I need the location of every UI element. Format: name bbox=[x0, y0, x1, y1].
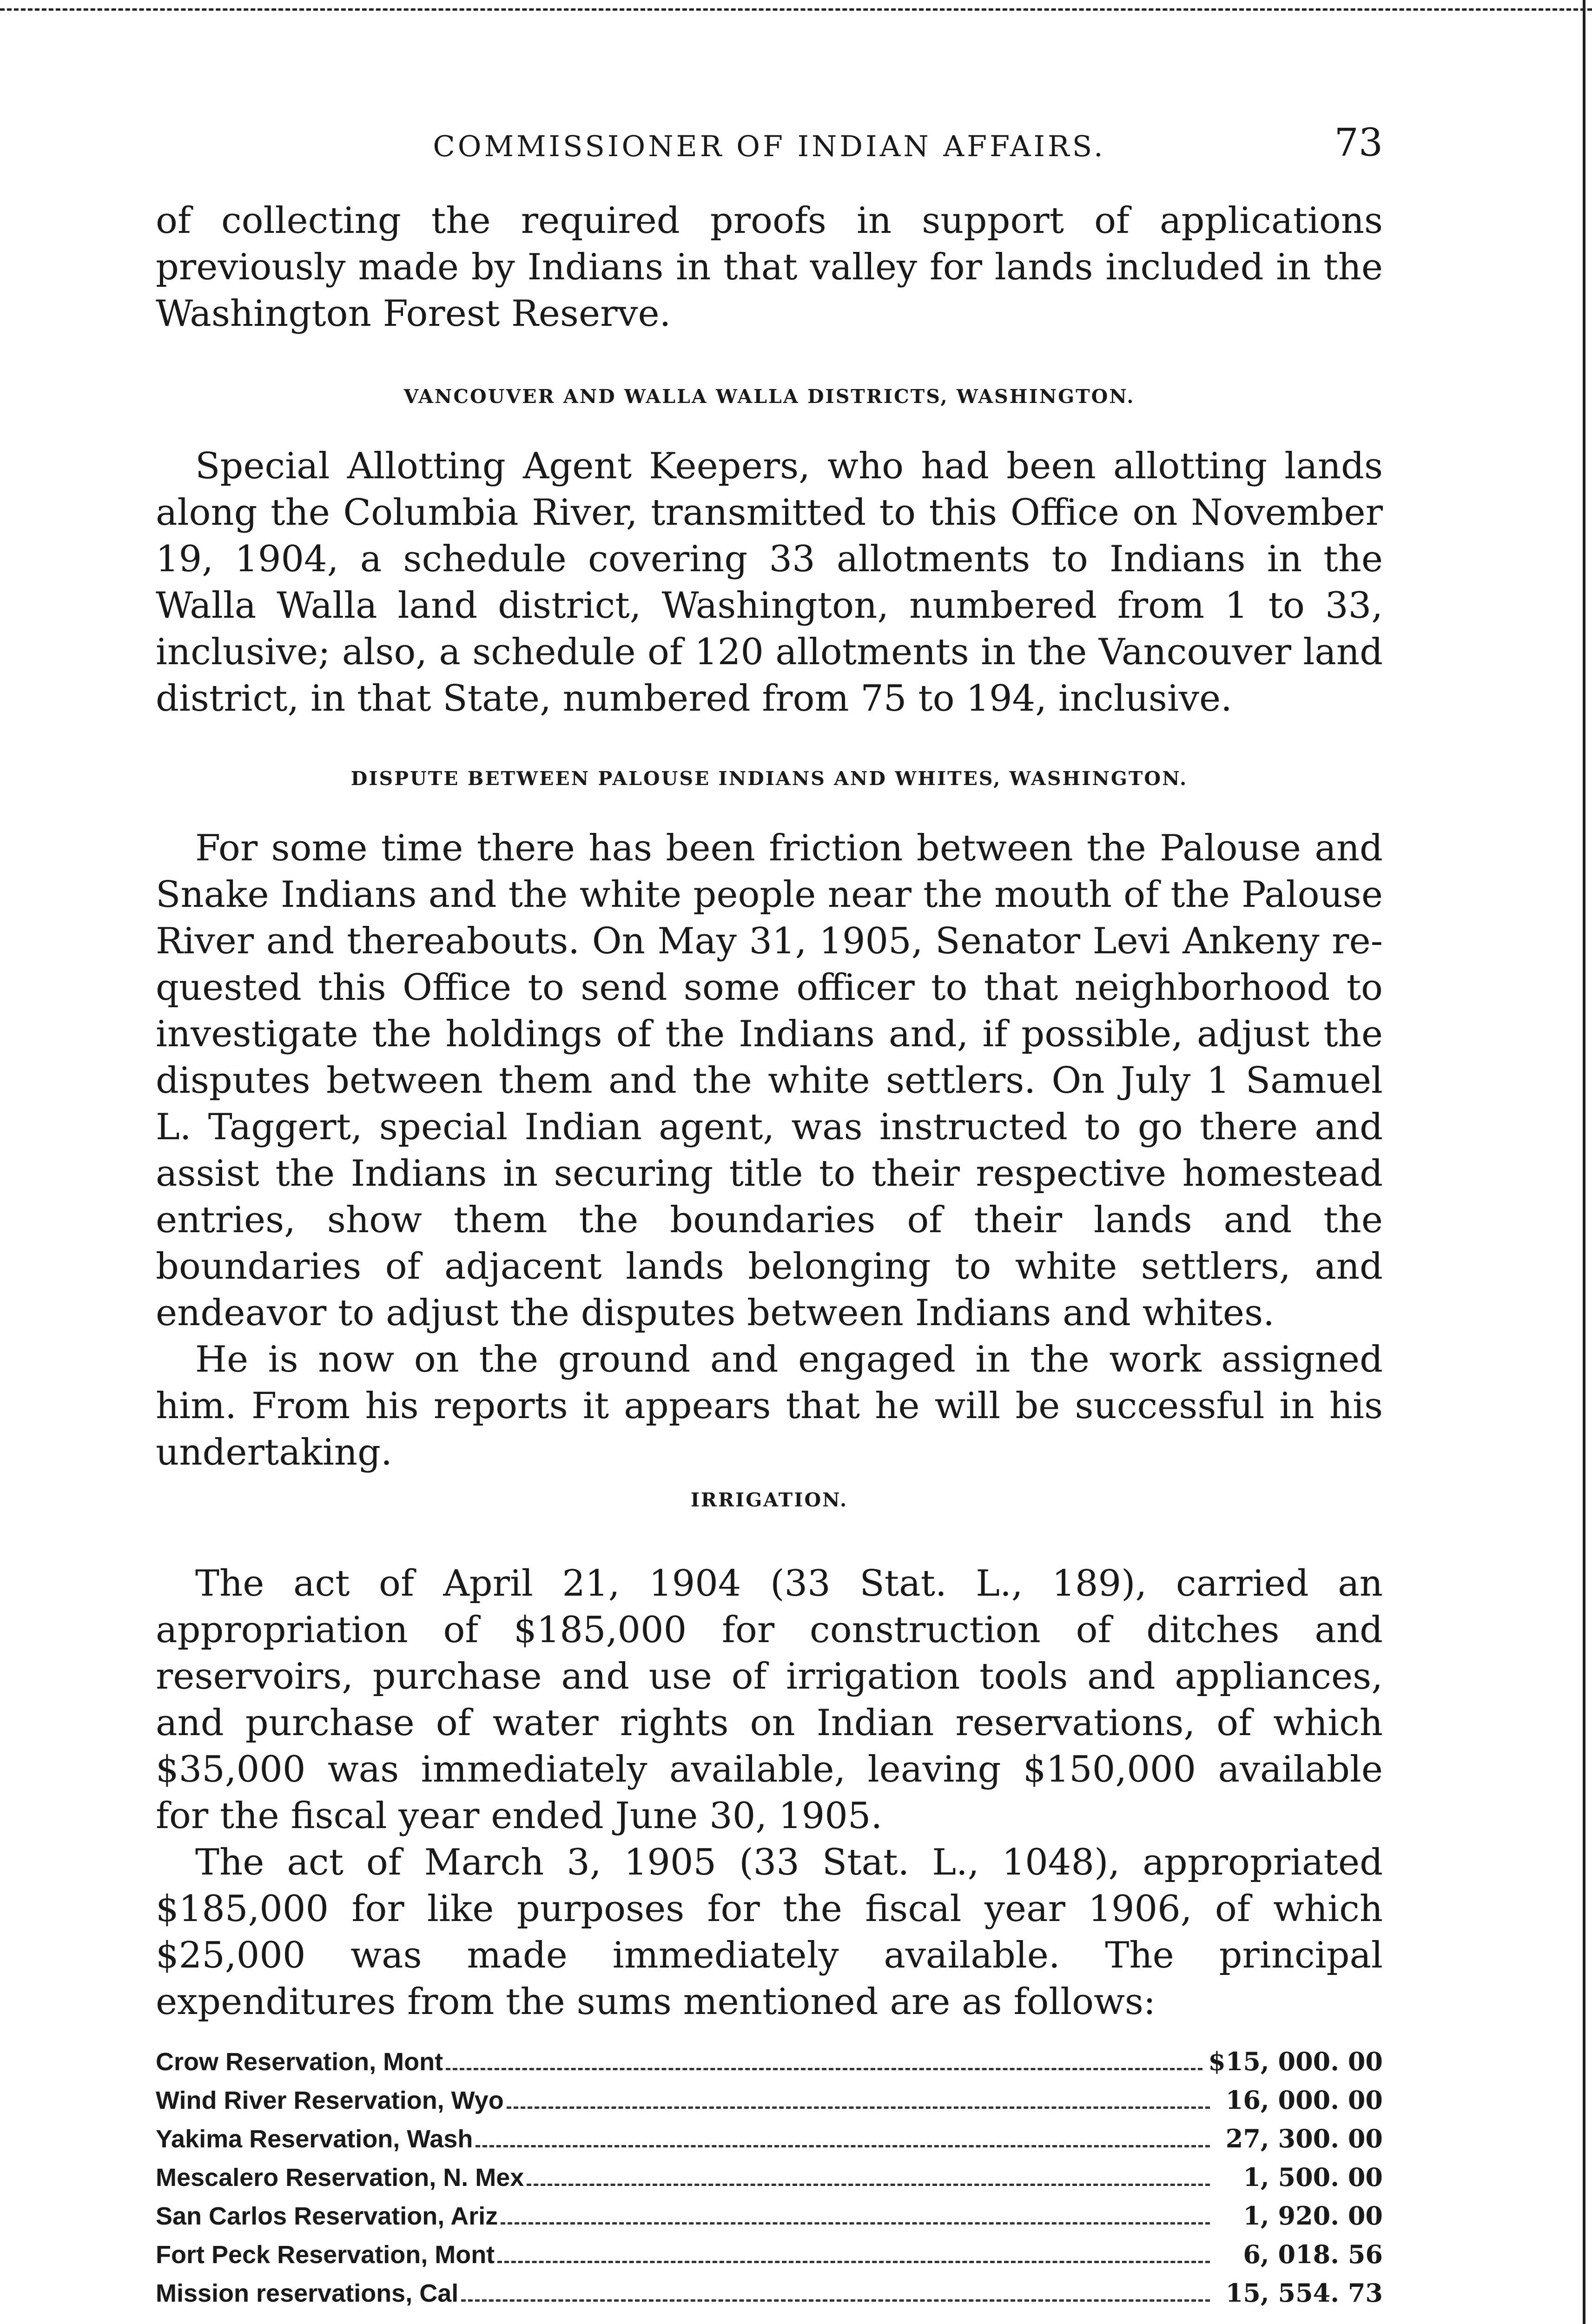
paragraph-taggert-progress: He is now on the ground and engaged in the work assigned him. From his reports it appears that he will be successful in his undertaking. bbox=[156, 1339, 1383, 1473]
dot-leader bbox=[501, 2222, 1210, 2225]
expense-amount: 6, 018. 56 bbox=[1243, 2239, 1383, 2269]
table-row bbox=[156, 2077, 1383, 2115]
running-title: COMMISSIONER OF INDIAN AFFAIRS. bbox=[433, 129, 1106, 163]
expenditures-table bbox=[156, 2038, 1383, 2308]
expense-amount: 27, 300. 00 bbox=[1225, 2124, 1383, 2153]
paragraph-act-1905: The act of March 3, 1905 (33 Stat. L., 1048), appropriated $185,000 for like purposes for the fiscal year 1906, of which $25,000 was made immediately available. The principal expenditures from the sums mentioned are as follows: bbox=[156, 1842, 1383, 2023]
expense-amount: 1, 500. 00 bbox=[1243, 2162, 1383, 2192]
expense-label: Mescalero Reservation, N. Mex bbox=[156, 2164, 524, 2192]
heading-palouse-dispute: DISPUTE BETWEEN PALOUSE INDIANS AND WHITES, WASHINGTON. bbox=[350, 767, 1188, 790]
heading-irrigation: IRRIGATION. bbox=[690, 1489, 848, 1511]
top-border-rule bbox=[0, 8, 1592, 11]
dot-leader bbox=[527, 2184, 1210, 2186]
page-number: 73 bbox=[1334, 121, 1383, 165]
expense-amount: 16, 000. 00 bbox=[1225, 2085, 1383, 2115]
expense-label: San Carlos Reservation, Ariz bbox=[156, 2202, 498, 2230]
dot-leader bbox=[507, 2106, 1210, 2109]
expense-label: Fort Peck Reservation, Mont bbox=[156, 2241, 495, 2269]
expense-amount: $15, 000. 00 bbox=[1208, 2047, 1383, 2076]
table-row bbox=[156, 2154, 1383, 2192]
expense-label: Yakima Reservation, Wash bbox=[156, 2125, 473, 2153]
heading-vancouver-walla-walla: VANCOUVER AND WALLA WALLA DISTRICTS, WASHINGTON. bbox=[403, 385, 1135, 408]
dot-leader bbox=[476, 2145, 1210, 2147]
expense-amount: 1, 920. 00 bbox=[1243, 2201, 1383, 2231]
dot-leader bbox=[497, 2261, 1210, 2263]
paragraph-palouse-friction: For some time there has been friction between the Palouse and Snake Indians and the white people near the mouth of the Palouse River and thereabouts. On May 31, 1905, Senator Levi Ankeny requested this Office to send some officer to that neighborhood to investigate the holdings of the Indians and, if possible, adjust the disputes between them and the white settlers. On July 1 Samuel L. Taggert, special Indian agent, was instructed to go there and assist the Indians in securing title to their respective homestead entries, show them the boundaries of their lands and the boundaries of adjacent lands belonging to white settlers, and endeavor to adjust the disputes between Indians and whites. bbox=[156, 827, 1383, 1334]
right-border-rule bbox=[1583, 0, 1585, 2324]
expense-label: Mission reservations, Cal bbox=[156, 2279, 459, 2307]
running-header bbox=[156, 121, 1383, 172]
expense-label: Wind River Reservation, Wyo bbox=[156, 2086, 504, 2114]
dot-leader bbox=[461, 2299, 1210, 2302]
body-text bbox=[156, 198, 1383, 2308]
table-row bbox=[156, 2231, 1383, 2270]
table-row bbox=[156, 2038, 1383, 2077]
table-row bbox=[156, 2270, 1383, 2308]
paragraph-forest-reserve: of collecting the required proofs in support of applications previously made by Indians in that valley for lands included in the Washington Forest Reserve. bbox=[156, 200, 1383, 335]
dot-leader bbox=[446, 2068, 1202, 2070]
paragraph-act-1904: The act of April 21, 1904 (33 Stat. L., 189), carried an appropriation of $185,000 for construction of ditches and reservoirs, purchase and use of irrigation tools and appliances, and purchase of water rights on Indian reservations, of which $35,000 was immediately available, leaving $150,000 available for the fiscal year ended June 30, 1905. bbox=[156, 1563, 1383, 1837]
paragraph-keepers-allotments: Special Allotting Agent Keepers, who had been allotting lands along the Columbia River, transmitted to this Office on November 19, 1904, a schedule covering 33 allotments to Indians in the Walla Walla land district, Washington, numbered from 1 to 33, inclusive; also, a schedule of 120 allotments in the Vancouver land district, in that State, numbered from 75 to 194, inclusive. bbox=[156, 445, 1383, 720]
expense-label: Crow Reservation, Mont bbox=[156, 2048, 443, 2076]
table-row bbox=[156, 2115, 1383, 2154]
table-row bbox=[156, 2192, 1383, 2231]
expense-amount: 15, 554. 73 bbox=[1225, 2278, 1383, 2308]
